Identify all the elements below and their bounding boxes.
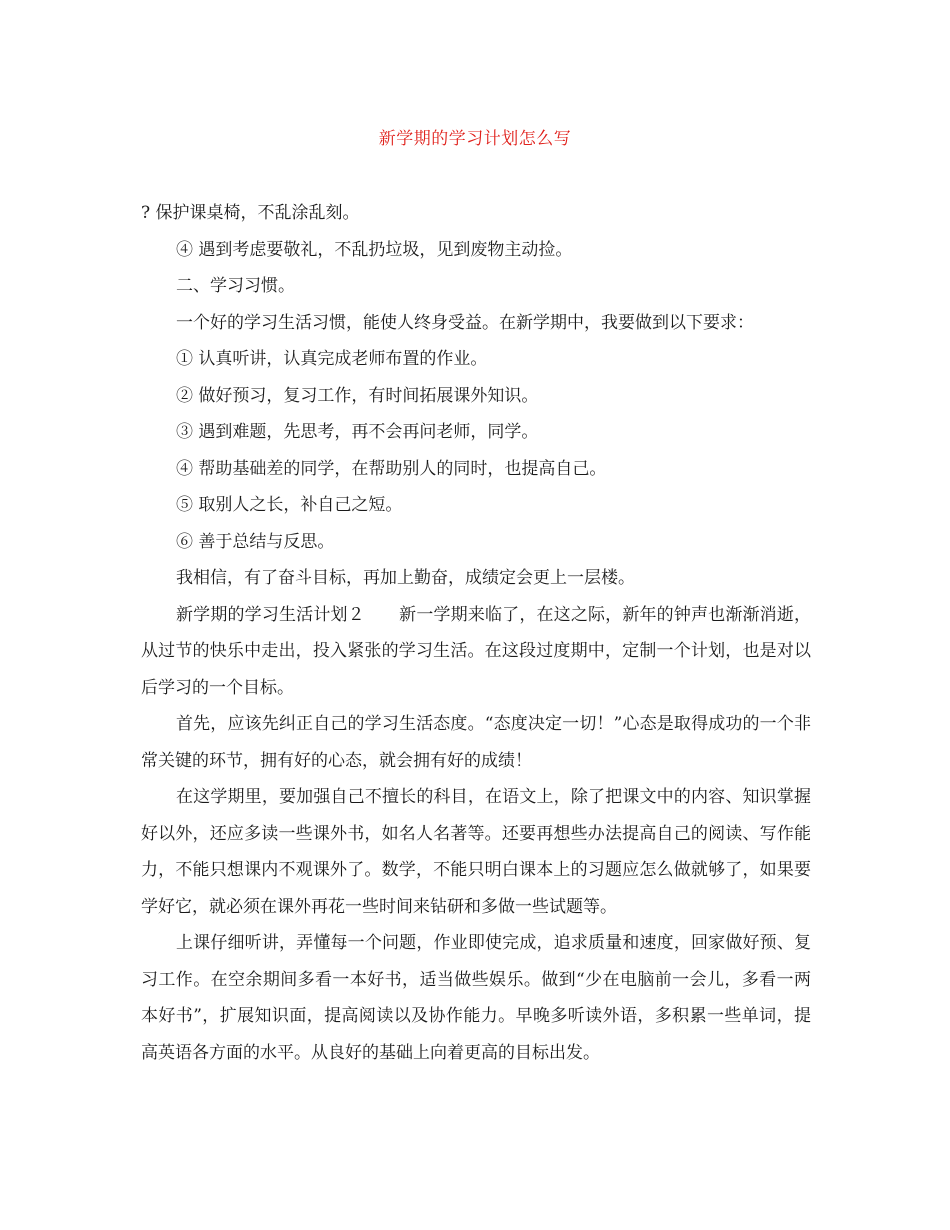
document-title: 新学期的学习计划怎么写 xyxy=(378,129,572,149)
list-item: ② 做好预习，复习工作，有时间拓展课外知识。 xyxy=(176,385,539,406)
paragraph: ? 保护课桌椅，不乱涂乱刻。 xyxy=(141,203,360,223)
paragraph: 首先，应该先纠正自己的学习生活态度。“态度决定一切！”心态是取得成功的一个非常关键的环节，拥有好的心态，就会拥有好的成绩！ xyxy=(141,714,811,771)
list-item: ⑥ 善于总结与反思。 xyxy=(176,531,335,552)
section-heading: 二、学习习惯。 xyxy=(176,276,295,296)
list-item: ⑤ 取别人之长，补自己之短。 xyxy=(176,495,403,515)
paragraph: 一个好的学习生活习惯，能使人终身受益。在新学期中，我要做到以下要求： xyxy=(176,312,754,333)
paragraph: 我相信，有了奋斗目标，再加上勤奋，成绩定会更上一层楼。 xyxy=(176,568,635,588)
document-body xyxy=(141,195,811,1071)
paragraph: 上课仔细听讲，弄懂每一个问题，作业即使完成，追求质量和速度，回家做好预、复习工作。在空余期间多看一本好书，适当做些娱乐。做到“少在电脑前一会儿，多看一两本好书”，扩展知识面，提高阅读以及协作能力。早晚多听读外语，多积累一些单词，提高英语各方面的水平。从良好的基础上向着更高的目标出发。 xyxy=(141,933,811,1063)
list-item: ④ 帮助基础差的同学，在帮助别人的同时，也提高自己。 xyxy=(176,458,607,479)
paragraph: ④ 遇到考虑要敬礼，不乱扔垃圾，见到废物主动捡。 xyxy=(176,239,573,260)
list-item: ③ 遇到难题，先思考，再不会再问老师，同学。 xyxy=(176,422,539,442)
paragraph: 新学期的学习生活计划２ 新一学期来临了，在这之际，新年的钟声也渐渐消逝，从过节的快乐中走出，投入紧张的学习生活。在这段过度期中，定制一个计划，也是对以后学习的一个目标。 xyxy=(141,604,811,698)
paragraph: 在这学期里，要加强自己不擅长的科目，在语文上，除了把课文中的内容、知识掌握好以外，还应多读一些课外书，如名人名著等。还要再想些办法提高自己的阅读、写作能力，不能只想课内不观课外了。数学，不能只明白课本上的习题应怎么做就够了，如果要学好它，就必须在课外再花一些时间来钻研和多做一些试题等。 xyxy=(141,787,811,917)
list-item: ① 认真听讲，认真完成老师布置的作业。 xyxy=(176,349,488,369)
